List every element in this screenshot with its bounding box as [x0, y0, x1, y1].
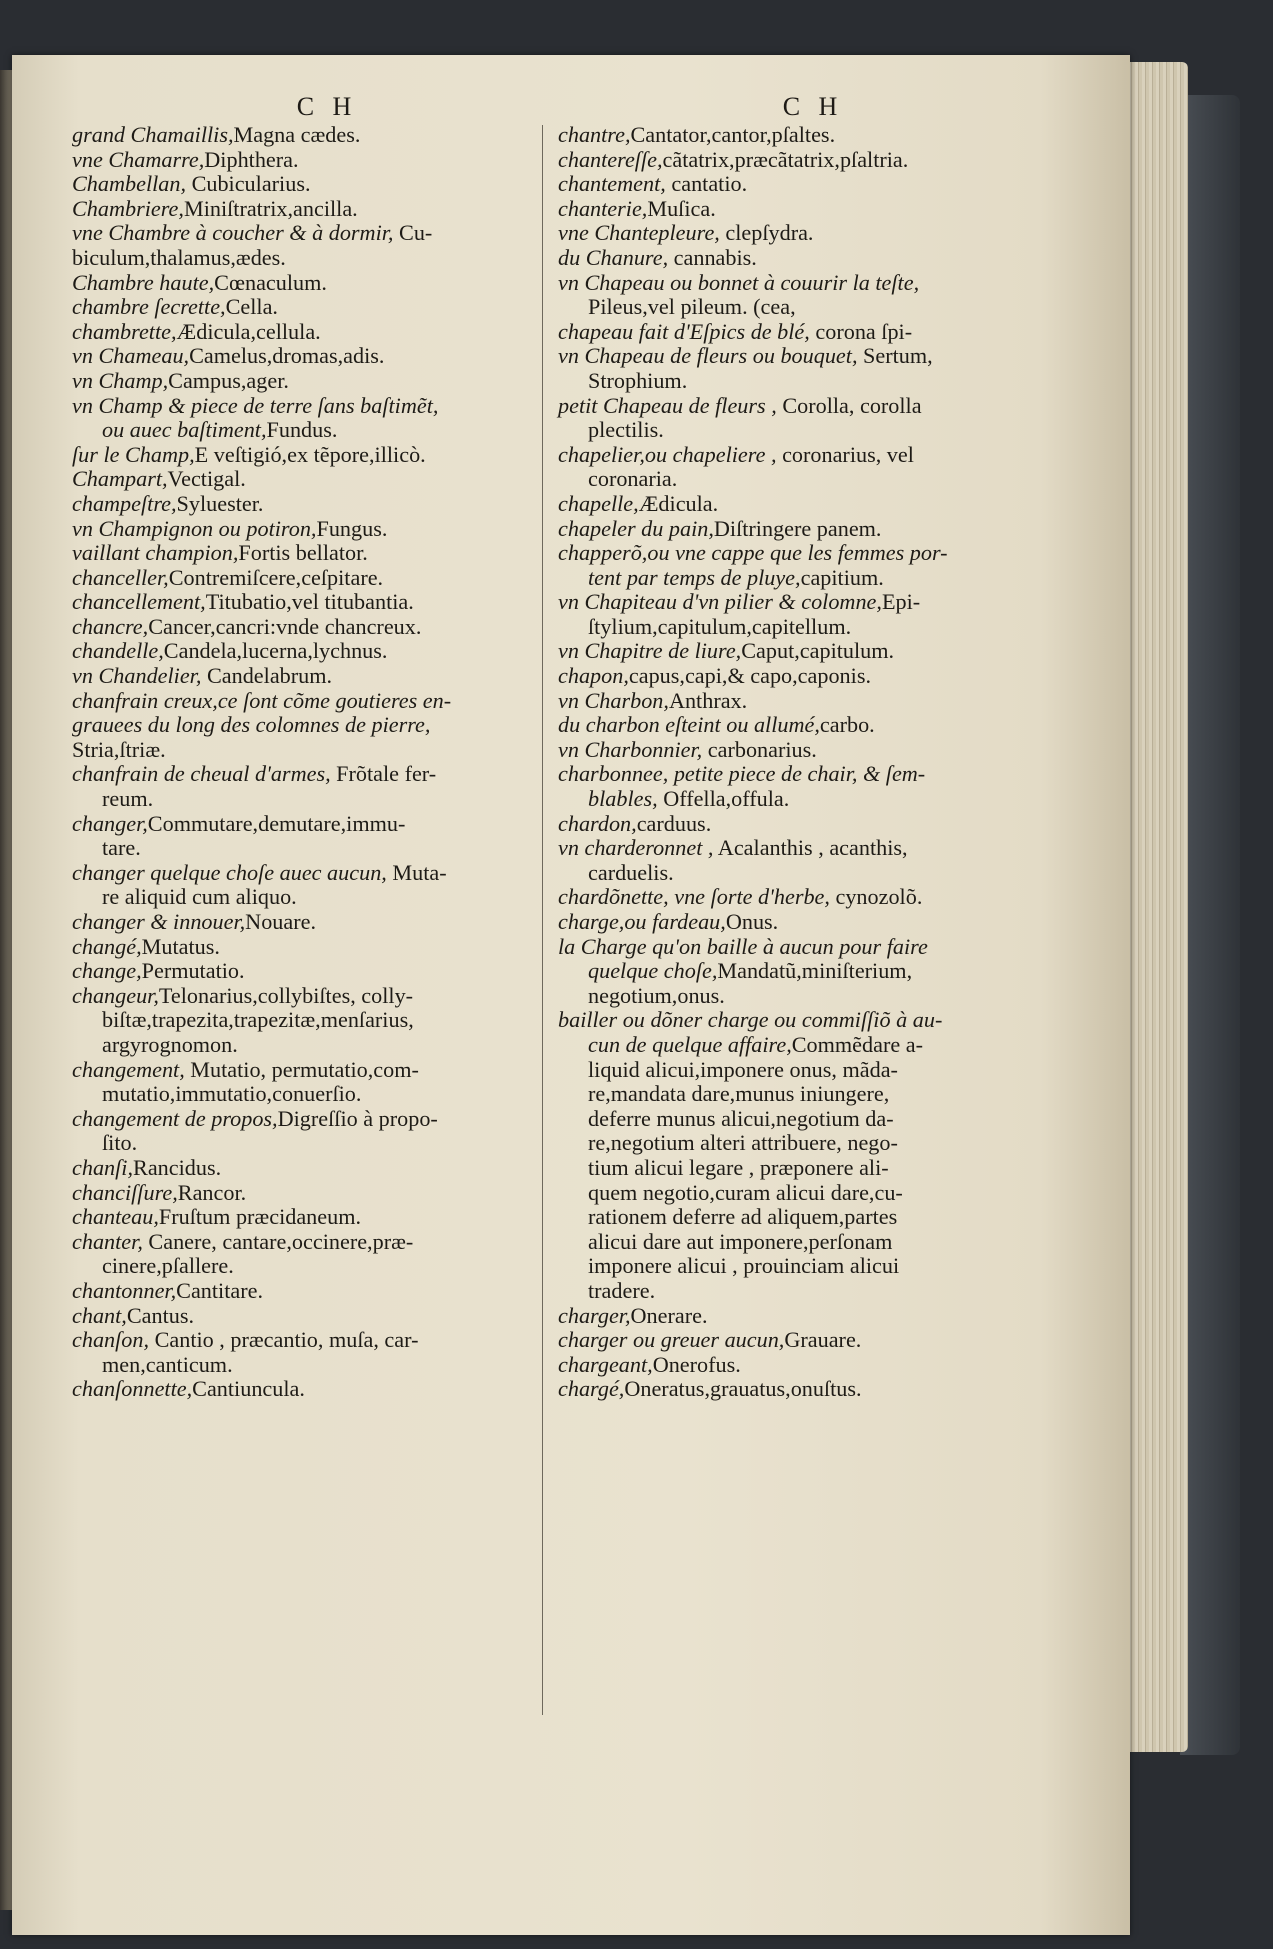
latin-gloss: ſtylium,capitulum,capitellum.: [588, 613, 852, 639]
dictionary-entry-line: [72, 295, 542, 320]
french-headword: charger,: [558, 1302, 631, 1328]
dictionary-entry-line: [558, 246, 1028, 271]
latin-gloss: tare.: [102, 835, 141, 861]
dictionary-entry-line: [72, 492, 542, 517]
french-headword: chandelle,: [72, 638, 164, 664]
latin-gloss: Grauare.: [784, 1327, 862, 1353]
dictionary-entry-line: [558, 1328, 1028, 1353]
dictionary-entry-line: [72, 123, 542, 148]
dictionary-entry-line: [558, 1254, 1028, 1279]
french-headword: chanter,: [72, 1228, 143, 1254]
french-headword: la Charge qu'on baille à aucun pour faire: [558, 933, 928, 959]
french-headword: change,: [72, 958, 142, 984]
dictionary-entry-line: [558, 713, 1028, 738]
latin-gloss: cãtatrix,præcãtatrix,pſaltria.: [662, 146, 909, 172]
latin-gloss: Oneratus,grauatus,onuſtus.: [624, 1376, 862, 1402]
dictionary-entry-line: [558, 762, 1028, 787]
french-headword: cun de quelque affaire,: [588, 1031, 792, 1057]
french-headword: vn Champ,: [72, 367, 169, 393]
dictionary-entry-line: [72, 443, 542, 468]
french-headword: du Chanure,: [558, 244, 669, 270]
latin-gloss: mutatio,immutatio,conuerſio.: [102, 1081, 362, 1107]
french-headword: tent par temps de pluye,: [588, 564, 801, 590]
running-head-left: C H: [296, 92, 358, 121]
dictionary-entry-line: [72, 320, 542, 345]
latin-gloss: Offella,offula.: [657, 786, 790, 812]
latin-gloss: Camelus,dromas,adis.: [189, 343, 385, 369]
french-headword: vn Chapitre de liure,: [558, 638, 742, 664]
latin-gloss: Telonarius,collybiſtes, colly-: [158, 982, 414, 1008]
dictionary-entry-line: [558, 812, 1028, 837]
dictionary-entry-line: [72, 369, 542, 394]
dictionary-entry-line: [558, 344, 1028, 369]
french-headword: chardõnette, vne ſorte d'herbe,: [558, 884, 830, 910]
dictionary-entry-line: [558, 1131, 1028, 1156]
dictionary-entry-line: [558, 197, 1028, 222]
french-headword: vn Chameau,: [72, 343, 190, 369]
latin-gloss: Cella.: [225, 294, 278, 320]
french-headword: Champart,: [72, 466, 168, 492]
french-headword: chant,: [72, 1302, 127, 1328]
french-headword: chanceller,: [72, 564, 169, 590]
dictionary-entry-line: [72, 590, 542, 615]
dictionary-entry-line: [558, 1304, 1028, 1329]
latin-gloss: coronarius, vel: [776, 441, 914, 467]
dictionary-entry-line: [558, 935, 1028, 960]
latin-gloss: Cœnaculum.: [214, 269, 327, 295]
french-headword: du charbon eſteint ou allumé,: [558, 712, 820, 738]
latin-gloss: clepſydra.: [719, 220, 814, 246]
latin-gloss: Cantiuncula.: [192, 1376, 305, 1402]
latin-gloss: negotium,onus.: [588, 982, 725, 1008]
dictionary-entry-line: [72, 271, 542, 296]
latin-gloss: Diphthera.: [204, 146, 299, 172]
latin-gloss: Mutatus.: [141, 933, 220, 959]
dictionary-entry-line: [72, 1082, 542, 1107]
dictionary-entry-line: [72, 1033, 542, 1058]
dictionary-entry-line: [558, 664, 1028, 689]
latin-gloss: Permutatio.: [141, 958, 245, 984]
latin-gloss: Fundus.: [266, 417, 338, 443]
latin-gloss: Contremiſcere,ceſpitare.: [168, 564, 384, 590]
latin-gloss: cantatio.: [665, 171, 748, 197]
latin-gloss: Muſica.: [647, 195, 716, 221]
latin-gloss: Sertum,: [857, 343, 933, 369]
dictionary-entry-line: [558, 1058, 1028, 1083]
latin-gloss: Muta-: [386, 859, 447, 885]
latin-gloss: Onerofus.: [652, 1351, 741, 1377]
dictionary-entry-line: [558, 1377, 1028, 1402]
latin-gloss: men,canticum.: [102, 1351, 233, 1377]
dictionary-entry-line: [72, 1107, 542, 1132]
dictionary-entry-line: [72, 935, 542, 960]
dictionary-entry-line: [558, 639, 1028, 664]
dictionary-entry-line: [72, 812, 542, 837]
dictionary-entry-line: [72, 172, 542, 197]
latin-gloss: argyrognomon.: [102, 1031, 238, 1057]
dictionary-entry-line: [72, 1156, 542, 1181]
dictionary-entry-line: [72, 1058, 542, 1083]
french-headword: changé,: [72, 933, 142, 959]
dictionary-entry-line: [72, 959, 542, 984]
latin-gloss: tradere.: [588, 1277, 656, 1303]
dictionary-entry-line: [72, 541, 542, 566]
latin-gloss: Commẽdare a-: [791, 1031, 923, 1057]
latin-gloss: capus,capi,& capo,caponis.: [628, 663, 871, 689]
latin-gloss: deferre munus alicui,negotium da-: [588, 1105, 894, 1131]
dictionary-entry-line: [558, 1008, 1028, 1033]
french-headword: chapelier,ou chapeliere ,: [558, 441, 777, 467]
dictionary-entry-line: [558, 959, 1028, 984]
french-headword: chapperõ,ou vne cappe que les femmes por-: [558, 540, 948, 566]
dictionary-entry-line: [72, 762, 542, 787]
latin-gloss: Anthrax.: [668, 687, 748, 713]
dictionary-entry-line: [72, 1353, 542, 1378]
dictionary-entry-line: [558, 861, 1028, 886]
dictionary-entry-line: [558, 172, 1028, 197]
dictionary-entry-line: [72, 1230, 542, 1255]
latin-gloss: corona ſpi-: [809, 318, 913, 344]
latin-gloss: re,negotium alteri attribuere, nego-: [588, 1130, 898, 1156]
latin-gloss: carbonarius.: [702, 736, 817, 762]
dictionary-entry-line: [72, 418, 542, 443]
dictionary-entry-line: [558, 418, 1028, 443]
latin-gloss: Cantitare.: [176, 1277, 264, 1303]
dictionary-entry-line: [558, 271, 1028, 296]
dictionary-entry-line: [72, 566, 542, 591]
french-headword: vne Chambre à coucher & à dormir,: [72, 220, 394, 246]
latin-gloss: biſtæ,trapezita,trapezitæ,menſarius,: [102, 1007, 414, 1033]
latin-gloss: capitium.: [800, 564, 884, 590]
latin-gloss: Magna cædes.: [233, 122, 361, 147]
latin-gloss: Cantio , præcantio, muſa, car-: [149, 1327, 419, 1353]
latin-gloss: Titubatio,vel titubantia.: [205, 589, 414, 615]
latin-gloss: Commutare,demutare,immu-: [147, 810, 406, 836]
latin-gloss: rationem deferre ad aliquem,partes: [588, 1204, 898, 1230]
dictionary-entry-line: [72, 1008, 542, 1033]
dictionary-entry-line: [72, 197, 542, 222]
latin-gloss: Candelabrum.: [201, 663, 333, 689]
french-headword: vne Chamarre,: [72, 146, 205, 172]
latin-gloss: Rancor.: [177, 1179, 247, 1205]
dictionary-entry-line: [72, 836, 542, 861]
french-headword: chanfrain creux,ce ſont cõme goutieres en-: [72, 687, 452, 713]
french-headword: vn Charbon,: [558, 687, 669, 713]
dictionary-entry-line: [72, 1304, 542, 1329]
dictionary-entry-line: [558, 467, 1028, 492]
latin-gloss: Rancidus.: [133, 1154, 222, 1180]
latin-gloss: Frõtale fer-: [330, 761, 437, 787]
right-column: [558, 92, 1028, 1402]
latin-gloss: imponere alicui , prouinciam alicui: [588, 1253, 900, 1279]
french-headword: chanſonnette,: [72, 1376, 193, 1402]
french-headword: vn Chandelier,: [72, 663, 202, 689]
latin-gloss: Cantator,cantor,pſaltes.: [630, 122, 836, 147]
dictionary-entry-line: [558, 394, 1028, 419]
french-headword: vaillant champion,: [72, 540, 239, 566]
dictionary-entry-line: [72, 1377, 542, 1402]
latin-gloss: Caput,capitulum.: [741, 638, 895, 664]
french-headword: vn Chapeau de fleurs ou bouquet,: [558, 343, 858, 369]
french-headword: chantereſſe,: [558, 146, 663, 172]
french-headword: chanciſſure,: [72, 1179, 178, 1205]
dictionary-entry-line: [558, 1181, 1028, 1206]
french-headword: chanſon,: [72, 1327, 150, 1353]
latin-gloss: carbo.: [819, 712, 875, 738]
french-headword: chardon,: [558, 810, 637, 836]
french-headword: quelque choſe,: [588, 958, 718, 984]
french-headword: chancre,: [72, 613, 149, 639]
latin-gloss: Ædicula,cellula.: [176, 318, 321, 344]
latin-gloss: Miniſtratrix,ancilla.: [183, 195, 358, 221]
french-headword: chambre ſecrette,: [72, 294, 226, 320]
running-head-right: C H: [782, 92, 844, 121]
french-headword: changement de propos,: [72, 1105, 278, 1131]
dictionary-entry-line: [72, 1328, 542, 1353]
dictionary-entry-line: [558, 566, 1028, 591]
dictionary-entry-line: [558, 541, 1028, 566]
french-headword: vn Champ & piece de terre ſans baſtimẽt,: [72, 392, 439, 418]
dictionary-entry-line: [72, 861, 542, 886]
french-headword: chantonner,: [72, 1277, 177, 1303]
dictionary-entry-line: [72, 787, 542, 812]
latin-gloss: Syluester.: [176, 490, 264, 516]
dictionary-entry-line: [558, 590, 1028, 615]
french-headword: chanſi,: [72, 1154, 134, 1180]
french-headword: chapeau fait d'Eſpics de blé,: [558, 318, 810, 344]
latin-gloss: Candela,lucerna,lychnus.: [163, 638, 388, 664]
french-headword: changement,: [72, 1056, 185, 1082]
latin-gloss: biculum,thalamus,ædes.: [72, 244, 286, 270]
latin-gloss: Ædicula.: [638, 490, 719, 516]
latin-gloss: cannabis.: [668, 244, 757, 270]
dictionary-entry-line: [72, 910, 542, 935]
dictionary-entry-line: [72, 689, 542, 714]
dictionary-entry-line: [558, 689, 1028, 714]
latin-gloss: Canere, cantare,occinere,præ-: [142, 1228, 414, 1254]
column-divider: [542, 125, 543, 1715]
latin-gloss: Cu-: [393, 220, 433, 246]
dictionary-entry-line: [558, 1033, 1028, 1058]
french-headword: petit Chapeau de fleurs ,: [558, 392, 777, 418]
latin-gloss: Mutatio, permutatio,com-: [184, 1056, 419, 1082]
latin-gloss: Nouare.: [245, 909, 317, 934]
latin-gloss: Stria,ſtriæ.: [72, 736, 166, 762]
dictionary-entry-line: [558, 221, 1028, 246]
latin-gloss: plectilis.: [588, 417, 664, 443]
french-headword: changeur,: [72, 982, 159, 1008]
french-headword: chantre,: [558, 122, 631, 147]
latin-gloss: Vectigal.: [167, 466, 246, 492]
dictionary-entry-line: [72, 394, 542, 419]
dictionary-entry-line: [558, 1279, 1028, 1304]
dictionary-entry-line: [72, 517, 542, 542]
french-headword: Chambriere,: [72, 195, 184, 221]
dictionary-entry-line: [558, 1156, 1028, 1181]
dictionary-entry-line: [558, 1107, 1028, 1132]
dictionary-entry-line: [558, 836, 1028, 861]
latin-gloss: Epi-: [881, 589, 921, 615]
latin-gloss: Cantus.: [126, 1302, 195, 1328]
latin-gloss: Cancer,cancri:vnde chancreux.: [148, 613, 422, 639]
dictionary-entry-line: [558, 320, 1028, 345]
latin-gloss: re,mandata dare,munus iniungere,: [588, 1081, 890, 1107]
french-headword: grand Chamaillis,: [72, 122, 234, 147]
latin-gloss: Onerare.: [630, 1302, 708, 1328]
latin-gloss: Mandatũ,miniſterium,: [717, 958, 913, 984]
latin-gloss: Diſtringere panem.: [713, 515, 882, 541]
french-headword: chanteau,: [72, 1204, 159, 1230]
dictionary-entry-line: [72, 246, 542, 271]
left-entries: [72, 123, 542, 1402]
french-headword: bailler ou dõner charge ou commiſſiõ à au-: [558, 1007, 943, 1033]
dictionary-entry-line: [72, 148, 542, 173]
dictionary-entry-line: [72, 1205, 542, 1230]
dictionary-entry-line: [558, 369, 1028, 394]
dictionary-entry-line: [558, 787, 1028, 812]
latin-gloss: re aliquid cum aliquo.: [102, 884, 297, 910]
latin-gloss: reum.: [102, 786, 154, 812]
book-cover: [1180, 95, 1240, 1755]
french-headword: vn Charbonnier,: [558, 736, 703, 762]
latin-gloss: Digreſſio à propo-: [277, 1105, 438, 1131]
latin-gloss: coronaria.: [588, 466, 678, 492]
dictionary-entry-line: [558, 910, 1028, 935]
french-headword: ſur le Champ,: [72, 441, 195, 467]
latin-gloss: Fruſtum præcidaneum.: [158, 1204, 362, 1230]
latin-gloss: ſito.: [102, 1130, 138, 1156]
latin-gloss: Cubicularius.: [186, 171, 311, 197]
french-headword: vn charderonnet ,: [558, 835, 714, 861]
latin-gloss: liquid alicui,imponere onus, mãda-: [588, 1056, 898, 1082]
dictionary-entry-line: [558, 492, 1028, 517]
french-headword: chanterie,: [558, 195, 648, 221]
french-headword: Chambre haute,: [72, 269, 215, 295]
french-headword: chapeler du pain,: [558, 515, 714, 541]
dictionary-entry-line: [558, 984, 1028, 1009]
dictionary-entry-line: [72, 467, 542, 492]
dictionary-entry-line: [72, 664, 542, 689]
left-column: [72, 92, 542, 1402]
french-headword: chancellement,: [72, 589, 206, 615]
french-headword: chargé,: [558, 1376, 625, 1402]
french-headword: blables,: [588, 786, 658, 812]
dictionary-entry-line: [558, 443, 1028, 468]
french-headword: grauees du long des colomnes de pierre,: [72, 712, 431, 738]
latin-gloss: Fungus.: [316, 515, 388, 541]
french-headword: chapelle,: [558, 490, 639, 516]
french-headword: Chambellan,: [72, 171, 187, 197]
french-headword: changer quelque choſe auec aucun,: [72, 859, 387, 885]
latin-gloss: carduus.: [636, 810, 712, 836]
french-headword: champeſtre,: [72, 490, 177, 516]
dictionary-entry-line: [558, 1082, 1028, 1107]
dictionary-entry-line: [72, 639, 542, 664]
latin-gloss: alicui dare aut imponere,perſonam: [588, 1228, 893, 1254]
french-headword: chargeant,: [558, 1351, 653, 1377]
page-stack-edge: [1128, 62, 1188, 1752]
latin-gloss: E veſtigió,ex tẽpore,illicò.: [194, 441, 426, 467]
dictionary-entry-line: [558, 1205, 1028, 1230]
dictionary-entry-line: [558, 615, 1028, 640]
dictionary-entry-line: [72, 1254, 542, 1279]
latin-gloss: Pileus,vel pileum. (cea,: [588, 294, 796, 320]
latin-gloss: tium alicui legare , præponere ali-: [588, 1154, 889, 1180]
french-headword: ou auec baſtiment,: [102, 417, 267, 443]
dictionary-entry-line: [72, 615, 542, 640]
dictionary-entry-line: [72, 1181, 542, 1206]
french-headword: charbonnee, petite piece de chair, & ſem-: [558, 761, 926, 787]
dictionary-entry-line: [558, 123, 1028, 148]
latin-gloss: Acalanthis , acanthis,: [713, 835, 908, 861]
french-headword: vn Chapeau ou bonnet à couurir la teſte,: [558, 269, 920, 295]
dictionary-entry-line: [558, 1353, 1028, 1378]
dictionary-entry-line: [72, 344, 542, 369]
french-headword: changer,: [72, 810, 148, 836]
latin-gloss: Corolla, corolla: [776, 392, 922, 418]
dictionary-entry-line: [72, 1279, 542, 1304]
dictionary-entry-line: [558, 517, 1028, 542]
latin-gloss: quem negotio,curam alicui dare,cu-: [588, 1179, 903, 1205]
french-headword: chanfrain de cheual d'armes,: [72, 761, 331, 787]
right-entries: [558, 123, 1028, 1402]
french-headword: vn Champignon ou potiron,: [72, 515, 317, 541]
french-headword: changer & innouer,: [72, 909, 246, 934]
dictionary-entry-line: [72, 984, 542, 1009]
dictionary-entry-line: [558, 295, 1028, 320]
dictionary-entry-line: [72, 221, 542, 246]
latin-gloss: Fortis bellator.: [238, 540, 368, 566]
dictionary-entry-line: [558, 885, 1028, 910]
latin-gloss: carduelis.: [588, 859, 674, 885]
french-headword: vn Chapiteau d'vn pilier & colomne,: [558, 589, 882, 615]
latin-gloss: cynozolõ.: [829, 884, 923, 910]
dictionary-entry-line: [558, 1230, 1028, 1255]
french-headword: charge,ou fardeau,: [558, 909, 726, 934]
french-headword: chapon,: [558, 663, 629, 689]
latin-gloss: cinere,pſallere.: [102, 1253, 234, 1279]
french-headword: charger ou greuer aucun,: [558, 1327, 785, 1353]
dictionary-entry-line: [72, 885, 542, 910]
dictionary-entry-line: [558, 148, 1028, 173]
french-headword: chantement,: [558, 171, 666, 197]
latin-gloss: Strophium.: [588, 367, 688, 393]
french-headword: vne Chantepleure,: [558, 220, 720, 246]
dictionary-entry-line: [72, 713, 542, 738]
latin-gloss: Onus.: [725, 909, 779, 934]
dictionary-entry-line: [72, 738, 542, 763]
dictionary-entry-line: [72, 1131, 542, 1156]
french-headword: chambrette,: [72, 318, 177, 344]
latin-gloss: Campus,ager.: [168, 367, 289, 393]
dictionary-entry-line: [558, 738, 1028, 763]
